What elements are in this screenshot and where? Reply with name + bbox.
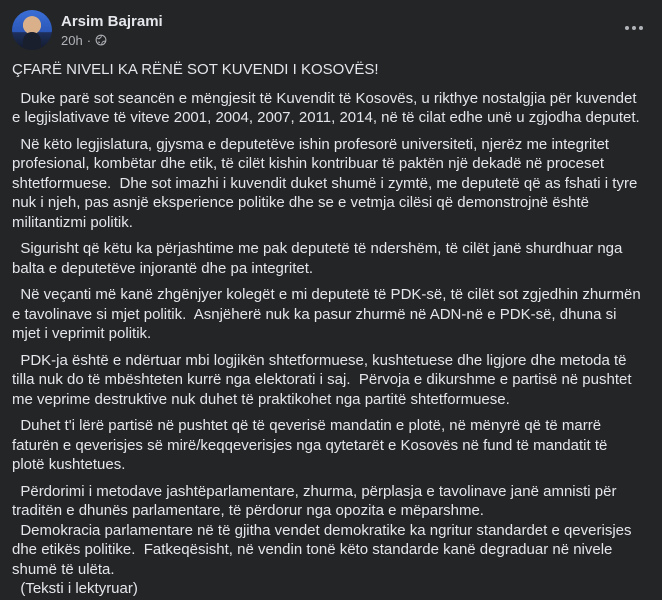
post-paragraph: (Teksti i lektyruar) bbox=[12, 580, 138, 597]
avatar[interactable] bbox=[12, 10, 52, 50]
more-options-icon[interactable] bbox=[622, 16, 646, 40]
post-paragraph: Përdorimi i metodave jashtëparlamentare, zhurma, përplasja e tavolinave janë amnisti për traditën e dhunës parlamentare, të përdorur nga opozita e mëparshme. bbox=[12, 482, 621, 519]
post-subline bbox=[61, 32, 163, 49]
post-header bbox=[12, 10, 163, 50]
post-paragraph: Sigurisht që këtu ka përjashtime me pak deputetë të ndershëm, të cilët janë shurdhuar nga balta e deputetëve injorantë dhe pa integritet. bbox=[12, 240, 627, 277]
separator-dot: · bbox=[86, 32, 92, 48]
post-time[interactable]: 20h bbox=[61, 32, 83, 48]
post-paragraph: Duhet t'i lërë partisë në pushtet që të qeverisë mandatin e plotë, në mënyrë që të marrë faturën e qeverisjes së mirë/keqqeverisjes nga qytetarët e Kosovës në fund të mandatit të plotë kushtetues. bbox=[12, 417, 612, 473]
post-paragraph: Demokracia parlamentare në të gjitha vendet demokratike ka ngritur standardet e qeverisjes dhe etikës politike. Fatkeqësisht, në vendin tonë këto standarde kanë degraduar në nivele shumë të ulëta. bbox=[12, 521, 636, 578]
post-paragraph: Në veçanti më kanë zhgënjyer kolegët e mi deputetë të PDK-së, të cilët sot zgjedhin zhurmën e tavolinave si mjet politik. Asnjëherë nuk ka pasur zhurmë në ADN-në e PDK-së, dhuna si mjet i veprimit politik. bbox=[12, 286, 645, 342]
post-paragraph: Duke parë sot seancën e mëngjesit të Kuvendit të Kosovës, u rikthye nostalgjia për kuvendet e legjislativave të viteve 2001, 2004, 2007, 2011, 2014, në të cilat edhe unë u zgjodha deputet. bbox=[12, 89, 641, 126]
post-paragraph: Në këto legjislatura, gjysma e deputetëve ishin profesorë universiteti, njerëz me integritet profesional, kombëtar dhe etik, të cilët kishin kontribuar të paktën një dekadë në proceset shtetformuese. Dhe sot imazhi i kuvendit duket shumë i zymtë, me deputetë që as fshati i tyre nuk i njeh, pas asnjë eksperience politike dhe se e vetmja cilësi që demonstrojnë është militantizmi politik. bbox=[12, 135, 642, 231]
post-paragraph: PDK-ja është e ndërtuar mbi logjikën shtetformuese, kushtetuese dhe ligjore dhe metoda të tilla nuk do të mbështeten kurrë nga elektorati i saj. Përvoja e dikurshme e partisë në pushtet me veprime destruktive nuk duhet të praktikohet nga partitë shtetformuese. bbox=[12, 351, 636, 408]
author-name[interactable]: Arsim Bajrami bbox=[61, 12, 163, 30]
post-paragraph: ÇFARË NIVELI KA RËNË SOT KUVENDI I KOSOVËS! bbox=[12, 61, 379, 78]
globe-icon[interactable] bbox=[95, 34, 107, 46]
post-body bbox=[12, 60, 645, 599]
post-meta bbox=[61, 12, 163, 49]
